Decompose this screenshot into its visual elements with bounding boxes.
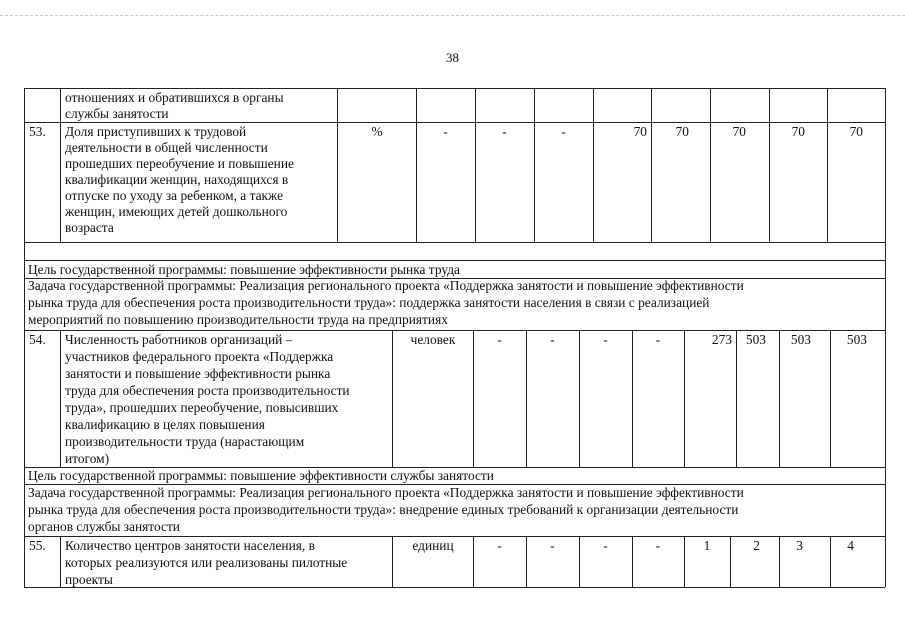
- column-divider: [60, 330, 61, 467]
- column-divider: [337, 88, 338, 242]
- unit-cell: %: [371, 124, 383, 139]
- indicator-name-line: квалификацию в целях повышения: [65, 417, 265, 432]
- row-number: 55.: [29, 538, 46, 553]
- indicator-name-line: квалификации женщин, находящихся в: [65, 172, 289, 187]
- scan-top-line: [0, 15, 905, 16]
- column-divider: [779, 330, 780, 467]
- program-task-line: Задача государственной программы: Реализация регионального проекта «Поддержка занятости и повышение эффективности: [28, 278, 744, 293]
- value-cell: 503: [745, 332, 766, 347]
- indicator-name-line: деятельности в общей численности: [65, 140, 268, 155]
- column-divider: [769, 88, 770, 242]
- column-divider: [526, 330, 527, 467]
- indicator-name-line: возраста: [65, 220, 114, 235]
- value-cell: -: [497, 538, 502, 553]
- table-rule: [24, 88, 885, 89]
- column-divider: [593, 88, 594, 242]
- value-cell: 503: [846, 332, 867, 347]
- value-cell: 70: [791, 124, 805, 139]
- value-cell: -: [655, 332, 661, 347]
- value-cell: -: [655, 538, 661, 553]
- value-cell: -: [502, 124, 507, 139]
- program-goal: Цель государственной программы: повышение эффективности рынка труда: [28, 262, 460, 277]
- table-rule: [24, 587, 885, 588]
- table-rule: [24, 330, 885, 331]
- value-cell: 3: [796, 538, 803, 553]
- value-cell: 70: [849, 124, 863, 139]
- value-cell: 70: [675, 124, 689, 139]
- value-cell: -: [497, 332, 502, 347]
- value-cell: 273: [711, 332, 732, 347]
- unit-cell: единиц: [412, 538, 454, 553]
- value-cell: 4: [847, 538, 854, 553]
- indicator-name-line: Численность работников организаций –: [65, 332, 293, 347]
- column-divider: [475, 88, 476, 242]
- indicator-name-line: женщин, имеющих детей дошкольного: [65, 204, 288, 219]
- indicator-name-line: отношениях и обратившихся в органы: [65, 90, 284, 105]
- row-number: 53.: [29, 124, 46, 139]
- indicator-name-line: Доля приступивших к трудовой: [65, 124, 247, 139]
- program-task-line: мероприятий по повышению производительности труда на предприятиях: [28, 312, 448, 327]
- column-divider: [416, 88, 417, 242]
- indicator-name-line: службы занятости: [65, 106, 169, 121]
- indicator-name-line: отпуске по уходу за ребенком, а также: [65, 188, 284, 203]
- value-cell: -: [550, 538, 555, 553]
- table-border: [885, 88, 886, 587]
- column-divider: [534, 88, 535, 242]
- table-border: [24, 88, 25, 587]
- column-divider: [473, 330, 474, 467]
- column-divider: [710, 88, 711, 242]
- column-divider: [736, 330, 737, 467]
- unit-cell: человек: [410, 332, 456, 347]
- program-task-line: рынка труда для обеспечения роста производительности труда»: поддержка занятости населения в связи с реализацией: [28, 295, 710, 310]
- indicator-name-line: производительности труда (нарастающим: [65, 434, 305, 449]
- value-cell: 1: [703, 538, 711, 553]
- program-goal: Цель государственной программы: повышение эффективности службы занятости: [28, 468, 494, 483]
- indicator-name-line: занятости и повышение эффективности рынка: [65, 366, 331, 381]
- column-divider: [60, 88, 61, 242]
- page-number: 38: [446, 50, 459, 65]
- indicator-name-line: проекты: [65, 572, 113, 587]
- indicator-name-line: итогом): [65, 451, 110, 466]
- column-divider: [651, 88, 652, 242]
- program-task-line: органов службы занятости: [28, 519, 180, 534]
- table-rule: [24, 260, 885, 261]
- program-task-line: рынка труда для обеспечения роста производительности труда»: внедрение единых требований к организации деятельности: [28, 502, 739, 517]
- value-cell: 2: [753, 538, 760, 553]
- column-divider: [392, 330, 393, 467]
- row-number: 54.: [29, 332, 46, 347]
- table-rule: [24, 242, 885, 243]
- indicator-name-line: труда», прошедших переобучение, повысивших: [65, 400, 339, 415]
- column-divider: [579, 330, 580, 467]
- value-cell: 70: [633, 124, 647, 139]
- value-cell: 70: [732, 124, 746, 139]
- value-cell: -: [550, 332, 555, 347]
- column-divider: [632, 330, 633, 467]
- indicator-name-line: труда для обеспечения роста производительности: [65, 383, 350, 398]
- indicator-name-line: участников федерального проекта «Поддержка: [65, 349, 334, 364]
- indicator-name-line: которых реализуются или реализованы пилотные: [65, 555, 348, 570]
- column-divider: [827, 88, 828, 242]
- table-rule: [24, 536, 885, 537]
- indicator-table: [24, 88, 885, 587]
- indicator-name-line: прошедших переобучение и повышение: [65, 156, 294, 171]
- indicator-name-line: Количество центров занятости населения, в: [65, 538, 315, 553]
- column-divider: [684, 330, 685, 467]
- column-divider: [830, 330, 831, 467]
- value-cell: -: [443, 124, 448, 139]
- program-task-line: Задача государственной программы: Реализация регионального проекта «Поддержка занятости и повышение эффективности: [28, 485, 744, 500]
- value-cell: -: [561, 124, 566, 139]
- value-cell: -: [603, 332, 608, 347]
- value-cell: -: [603, 538, 608, 553]
- column-divider: [60, 536, 61, 587]
- value-cell: 503: [790, 332, 811, 347]
